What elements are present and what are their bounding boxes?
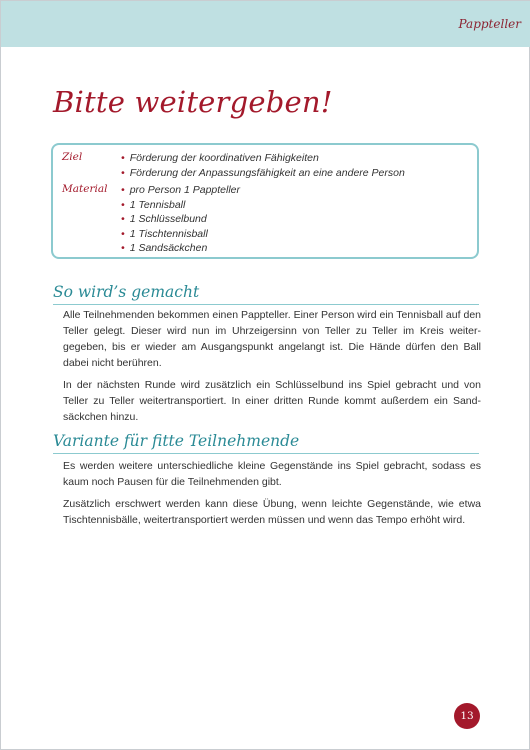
ziel-list: [121, 151, 405, 180]
bullet-icon: •: [121, 166, 125, 179]
list-item: • Förderung der Anpassungsfähigkeit an eine andere Person: [121, 166, 405, 179]
page-number: 13: [454, 703, 480, 729]
list-item: • Förderung der koordinativen Fähigkeiten: [121, 152, 319, 164]
header-band: [1, 1, 530, 47]
list-item: • 1 Sandsäckchen: [121, 242, 208, 254]
bullet-icon: •: [121, 242, 125, 254]
paragraph: In der nächsten Runde wird zusätzlich ein Schlüsselbund ins Spiel gebracht und von Teller zu Teller weitertransportiert. In einer dritten Runde kommt außerdem ein Sandsäckchen hinzu.: [63, 379, 481, 423]
bullet-icon: •: [121, 227, 125, 240]
header-tab-label: Pappteller: [458, 17, 521, 31]
section-body-so-wirds-gemacht: [63, 307, 481, 425]
material-list: [121, 183, 240, 256]
page-title: Bitte weitergeben!: [53, 85, 333, 119]
bullet-icon: •: [121, 213, 125, 225]
list-item: • 1 Schlüsselbund: [121, 213, 207, 225]
bullet-icon: •: [121, 184, 125, 196]
list-item: • 1 Tischtennisball: [121, 227, 208, 240]
list-item: • 1 Tennisball: [121, 198, 186, 211]
paragraph: Alle Teilnehmenden bekommen einen Pappteller. Einer Person wird ein Tennisball auf den Teller gelegt. Dieser wird nun im Uhrzeigersinn von Teller zu Teller im Kreis weitergegeben, bis er wieder am Ausgangspunkt angelangt ist. Die Hände dürfen den Ball dabei nicht berühren.: [63, 309, 481, 369]
section-body-variante: [63, 458, 481, 528]
bullet-icon: •: [121, 198, 125, 211]
paragraph: Zusätzlich erschwert werden kann diese Übung, wenn leichte Gegenstände, wie etwa Tischtennisbälle, weitertransportiert werden müssen und wenn das Tempo erhöht wird.: [63, 498, 481, 526]
paragraph: Es werden weitere unterschiedliche kleine Gegenstände ins Spiel gebracht, sodass es kaum noch Pausen für die Teilnehmenden gibt.: [63, 460, 481, 488]
info-box: [51, 143, 479, 259]
bullet-icon: •: [121, 152, 125, 164]
section-heading-variante: Variante für fitte Teilnehmende: [53, 432, 479, 454]
ziel-label: Ziel: [62, 151, 83, 163]
section-heading-so-wirds-gemacht: So wird’s gemacht: [53, 283, 479, 305]
list-item: • pro Person 1 Pappteller: [121, 184, 241, 196]
material-label: Material: [62, 183, 108, 195]
